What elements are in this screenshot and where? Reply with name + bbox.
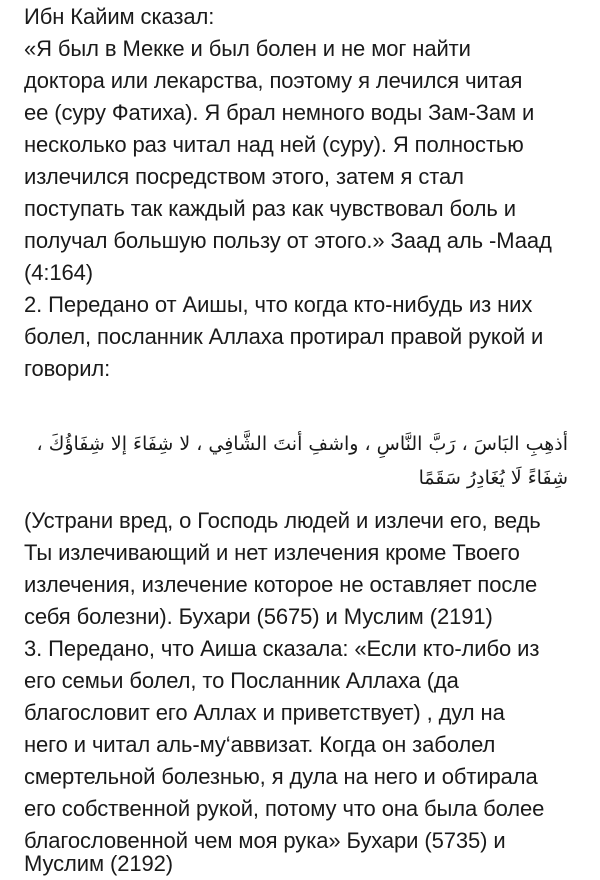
text-line: несколько раз читал над ней (суру). Я полностью: [24, 132, 524, 157]
text-line: 2. Передано от Аишы, что когда кто-нибудь из них: [24, 292, 533, 317]
text-line: Ибн Кайим сказал:: [24, 4, 215, 29]
text-line: его семьи болел, то Посланник Аллаха (да: [24, 668, 459, 693]
text-line: 3. Передано, что Аиша сказала: «Если кто-либо из: [24, 636, 540, 661]
text-line: говорил:: [24, 356, 111, 381]
arabic-dua-line: أذهِبِ البَاسَ ، رَبَّ النَّاسِ ، واشفِ أنتَ الشَّافِي ، لا شِفَاءَ إلا شِفَاؤُكَ ،: [36, 433, 568, 455]
text-line: поступать так каждый раз как чувствовал боль и: [24, 196, 516, 221]
text-line: Ты излечивающий и нет излечения кроме Твоего: [24, 540, 520, 565]
text-line: (Устрани вред, о Господь людей и излечи его, ведь: [24, 508, 541, 533]
text-line: болел, посланник Аллаха протирал правой рукой и: [24, 324, 544, 349]
text-line: излечения, излечение которое не оставляет после: [24, 572, 538, 597]
text-line: Муслим (2192): [24, 851, 173, 876]
text-line: него и читал аль-му‘аввизат. Когда он заболел: [24, 732, 496, 757]
text-line: благословит его Аллах и приветствует) , дул на: [24, 700, 505, 725]
text-line: благословенной чем моя рука» Бухари (5735) и: [24, 828, 506, 853]
text-line: получал большую пользу от этого.» Заад аль -Маад: [24, 228, 552, 253]
text-line: (4:164): [24, 260, 94, 285]
arabic-dua-line: شِفَاءً لَا يُغَادِرُ سَقَمًا: [418, 467, 568, 489]
text-line: доктора или лекарства, поэтому я лечился читая: [24, 68, 523, 93]
text-line: смертельной болезнью, я дула на него и обтирала: [24, 764, 538, 789]
text-line: «Я был в Мекке и был болен и не мог найти: [24, 36, 471, 61]
text-line: ее (суру Фатиха). Я брал немного воды Зам-Зам и: [24, 100, 535, 125]
text-line: излечился посредством этого, затем я стал: [24, 164, 464, 189]
text-line: его собственной рукой, потому что она была более: [24, 796, 545, 821]
text-line: себя болезни). Бухари (5675) и Муслим (2191): [24, 604, 493, 629]
